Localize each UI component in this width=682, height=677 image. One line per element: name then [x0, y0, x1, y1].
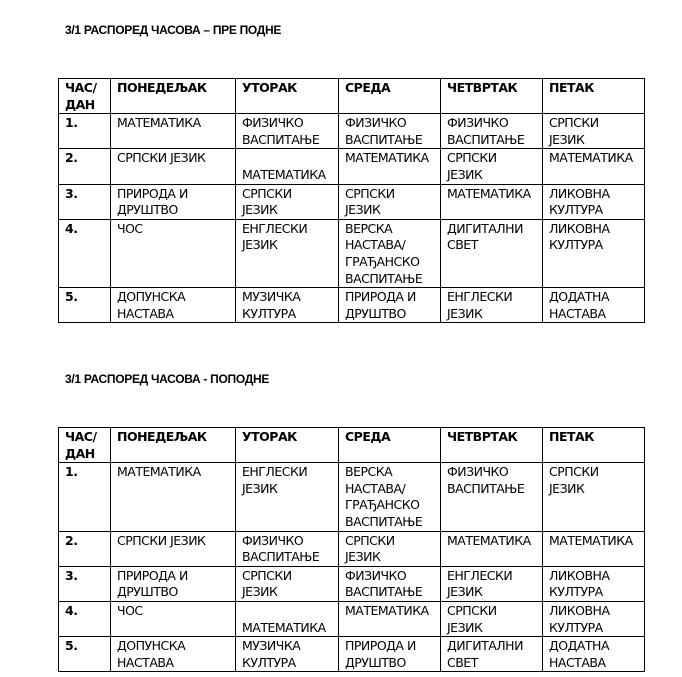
header-cell-friday: ПЕТАК [543, 428, 645, 463]
subject-cell: ФИЗИЧКО ВАСПИТАЊЕ [236, 531, 339, 566]
subject-cell: МУЗИЧКА КУЛТУРА [236, 637, 339, 672]
subject-cell: СРПСКИ ЈЕЗИК [339, 531, 441, 566]
table-row [59, 149, 645, 184]
table-row [59, 288, 645, 323]
afternoon-schedule-title: 3/1 РАСПОРЕД ЧАСОВА - ПОПОДНЕ [65, 372, 270, 386]
subject-cell: ФИЗИЧКО ВАСПИТАЊЕ [441, 114, 543, 149]
table-row [59, 601, 645, 636]
subject-cell: ЛИКОВНА КУЛТУРА [543, 601, 645, 636]
period-number: 1. [59, 463, 111, 531]
subject-cell: ЧОС [111, 219, 236, 287]
subject-cell: ДОПУНСКА НАСТАВА [111, 637, 236, 672]
subject-cell: ФИЗИЧКО ВАСПИТАЊЕ [339, 114, 441, 149]
subject-cell: ЕНГЛЕСКИ ЈЕЗИК [441, 566, 543, 601]
period-number: 3. [59, 184, 111, 219]
header-cell-wednesday: СРЕДА [339, 428, 441, 463]
subject-cell: СРПСКИ ЈЕЗИК [543, 114, 645, 149]
period-number: 2. [59, 531, 111, 566]
period-number: 2. [59, 149, 111, 184]
header-cell-friday: ПЕТАК [543, 79, 645, 114]
subject-cell: ЛИКОВНА КУЛТУРА [543, 184, 645, 219]
header-cell-hour-day: ЧАС/ ДАН [59, 428, 111, 463]
morning-schedule-table [58, 78, 645, 323]
period-number: 5. [59, 288, 111, 323]
subject-cell: ФИЗИЧКО ВАСПИТАЊЕ [339, 566, 441, 601]
subject-cell: ВЕРСКА НАСТАВА/ ГРАЂАНСКО ВАСПИТАЊЕ [339, 219, 441, 287]
subject-cell: ЕНГЛЕСКИ ЈЕЗИК [441, 288, 543, 323]
period-number: 1. [59, 114, 111, 149]
subject-cell: МАТЕМАТИКА [441, 184, 543, 219]
subject-cell: ДИГИТАЛНИ СВЕТ [441, 219, 543, 287]
subject-cell: ДИГИТАЛНИ СВЕТ [441, 637, 543, 672]
subject-cell: МАТЕМАТИКА [543, 149, 645, 184]
subject-cell: ЧОС [111, 601, 236, 636]
subject-cell: ФИЗИЧКО ВАСПИТАЊЕ [441, 463, 543, 531]
table-row [59, 637, 645, 672]
header-cell-tuesday: УТОРАК [236, 428, 339, 463]
table-row [59, 219, 645, 287]
subject-cell: ЕНГЛЕСКИ ЈЕЗИК [236, 219, 339, 287]
subject-cell: СРПСКИ ЈЕЗИК [441, 601, 543, 636]
header-cell-monday: ПОНЕДЕЉАК [111, 79, 236, 114]
table-row [59, 566, 645, 601]
subject-cell: МУЗИЧКА КУЛТУРА [236, 288, 339, 323]
subject-cell: МАТЕМАТИКА [111, 463, 236, 531]
header-cell-monday: ПОНЕДЕЉАК [111, 428, 236, 463]
subject-cell: МАТЕМАТИКА [236, 149, 339, 184]
period-number: 4. [59, 601, 111, 636]
header-cell-hour-day: ЧАС/ ДАН [59, 79, 111, 114]
subject-cell: ДОПУНСКА НАСТАВА [111, 288, 236, 323]
subject-cell: СРПСКИ ЈЕЗИК [236, 566, 339, 601]
header-cell-wednesday: СРЕДА [339, 79, 441, 114]
subject-cell: МАТЕМАТИКА [236, 601, 339, 636]
subject-cell: СРПСКИ ЈЕЗИК [339, 184, 441, 219]
subject-cell: ФИЗИЧКО ВАСПИТАЊЕ [236, 114, 339, 149]
period-number: 5. [59, 637, 111, 672]
subject-cell: СРПСКИ ЈЕЗИК [111, 531, 236, 566]
subject-cell: СРПСКИ ЈЕЗИК [441, 149, 543, 184]
subject-cell: МАТЕМАТИКА [111, 114, 236, 149]
subject-cell: ЛИКОВНА КУЛТУРА [543, 566, 645, 601]
afternoon-schedule-table [58, 427, 645, 672]
table-row [59, 114, 645, 149]
subject-cell: ПРИРОДА И ДРУШТВО [339, 637, 441, 672]
table-row [59, 463, 645, 531]
subject-cell: МАТЕМАТИКА [441, 531, 543, 566]
subject-cell: ДОДАТНА НАСТАВА [543, 288, 645, 323]
subject-cell: МАТЕМАТИКА [543, 531, 645, 566]
subject-cell: СРПСКИ ЈЕЗИК [111, 149, 236, 184]
subject-cell: ПРИРОДА И ДРУШТВО [339, 288, 441, 323]
subject-cell: МАТЕМАТИКА [339, 149, 441, 184]
subject-cell: МАТЕМАТИКА [339, 601, 441, 636]
subject-cell: ПРИРОДА И ДРУШТВО [111, 184, 236, 219]
subject-cell: ДОДАТНА НАСТАВА [543, 637, 645, 672]
subject-cell: ЕНГЛЕСКИ ЈЕЗИК [236, 463, 339, 531]
subject-cell: ЛИКОВНА КУЛТУРА [543, 219, 645, 287]
subject-cell: ВЕРСКА НАСТАВА/ ГРАЂАНСКО ВАСПИТАЊЕ [339, 463, 441, 531]
period-number: 4. [59, 219, 111, 287]
morning-schedule-title: 3/1 РАСПОРЕД ЧАСОВА – ПРЕ ПОДНЕ [65, 23, 282, 37]
header-cell-thursday: ЧЕТВРТАК [441, 428, 543, 463]
header-row [59, 428, 645, 463]
header-cell-thursday: ЧЕТВРТАК [441, 79, 543, 114]
header-cell-tuesday: УТОРАК [236, 79, 339, 114]
table-row [59, 531, 645, 566]
subject-cell: ПРИРОДА И ДРУШТВО [111, 566, 236, 601]
header-row [59, 79, 645, 114]
table-row [59, 184, 645, 219]
subject-cell: СРПСКИ ЈЕЗИК [543, 463, 645, 531]
period-number: 3. [59, 566, 111, 601]
subject-cell: СРПСКИ ЈЕЗИК [236, 184, 339, 219]
